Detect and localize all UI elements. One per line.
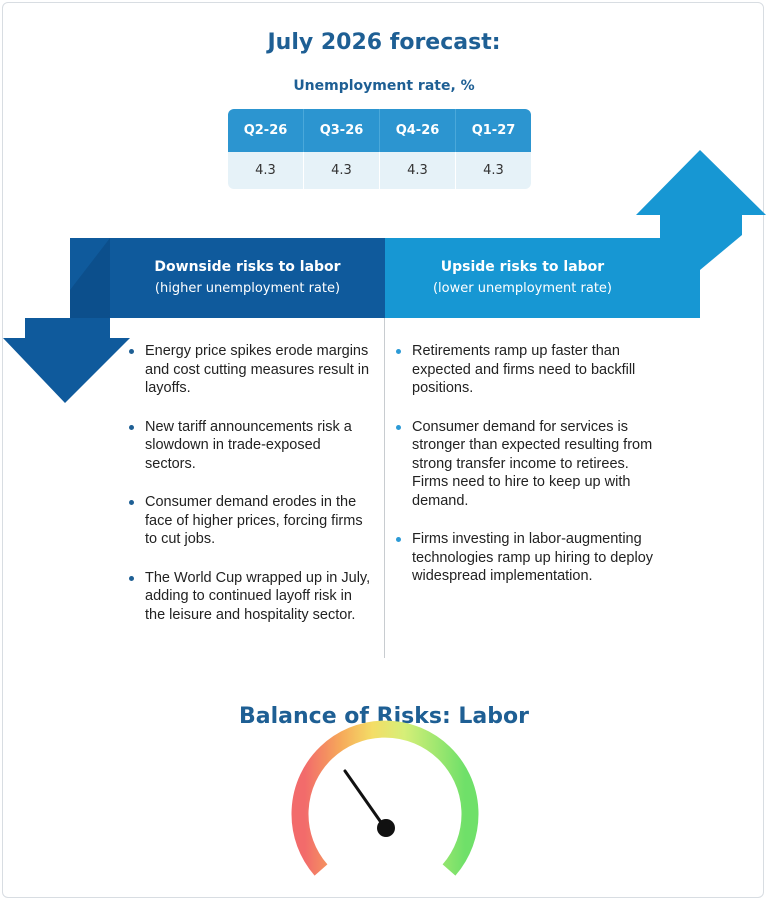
gauge-arc <box>300 729 470 870</box>
list-item: The World Cup wrapped up in July, adding to continued layoff risk in the leisure and hospitality sector. <box>129 569 374 625</box>
list-item: Consumer demand erodes in the face of higher prices, forcing firms to cut jobs. <box>129 493 374 549</box>
downside-title: Downside risks to labor <box>154 259 341 275</box>
balance-title: Balance of Risks: Labor <box>239 704 529 729</box>
downside-subtitle: (higher unemployment rate) <box>154 281 341 296</box>
upside-title: Upside risks to labor <box>440 259 605 275</box>
list-item: Consumer demand for services is stronger than expected resulting from strong transfer income to retirees. Firms need to hire to keep up with demand. <box>396 418 656 511</box>
list-item: Firms investing in labor-augmenting technologies ramp up hiring to deploy widespread implementation. <box>396 530 656 586</box>
quarter-header: Q4-26 <box>380 109 456 152</box>
list-item: Retirements ramp up faster than expected and firms need to backfill positions. <box>396 342 656 398</box>
forecast-subtitle: Unemployment rate, % <box>293 78 475 94</box>
forecast-value: 4.3 <box>228 152 304 189</box>
gauge-needle <box>345 771 385 828</box>
quarter-header: Q3-26 <box>304 109 380 152</box>
forecast-value: 4.3 <box>380 152 456 189</box>
quarter-header: Q2-26 <box>228 109 304 152</box>
upside-subtitle: (lower unemployment rate) <box>432 281 612 296</box>
forecast-value: 4.3 <box>483 163 504 178</box>
list-item: Energy price spikes erode margins and cost cutting measures result in layoffs. <box>129 342 374 398</box>
gauge-hub <box>377 819 395 837</box>
list-item: New tariff announcements risk a slowdown in trade-exposed sectors. <box>129 418 374 474</box>
quarter-header: Q1-27 <box>471 123 516 138</box>
forecast-value: 4.3 <box>304 152 380 189</box>
forecast-title: July 2026 forecast: <box>267 30 501 55</box>
